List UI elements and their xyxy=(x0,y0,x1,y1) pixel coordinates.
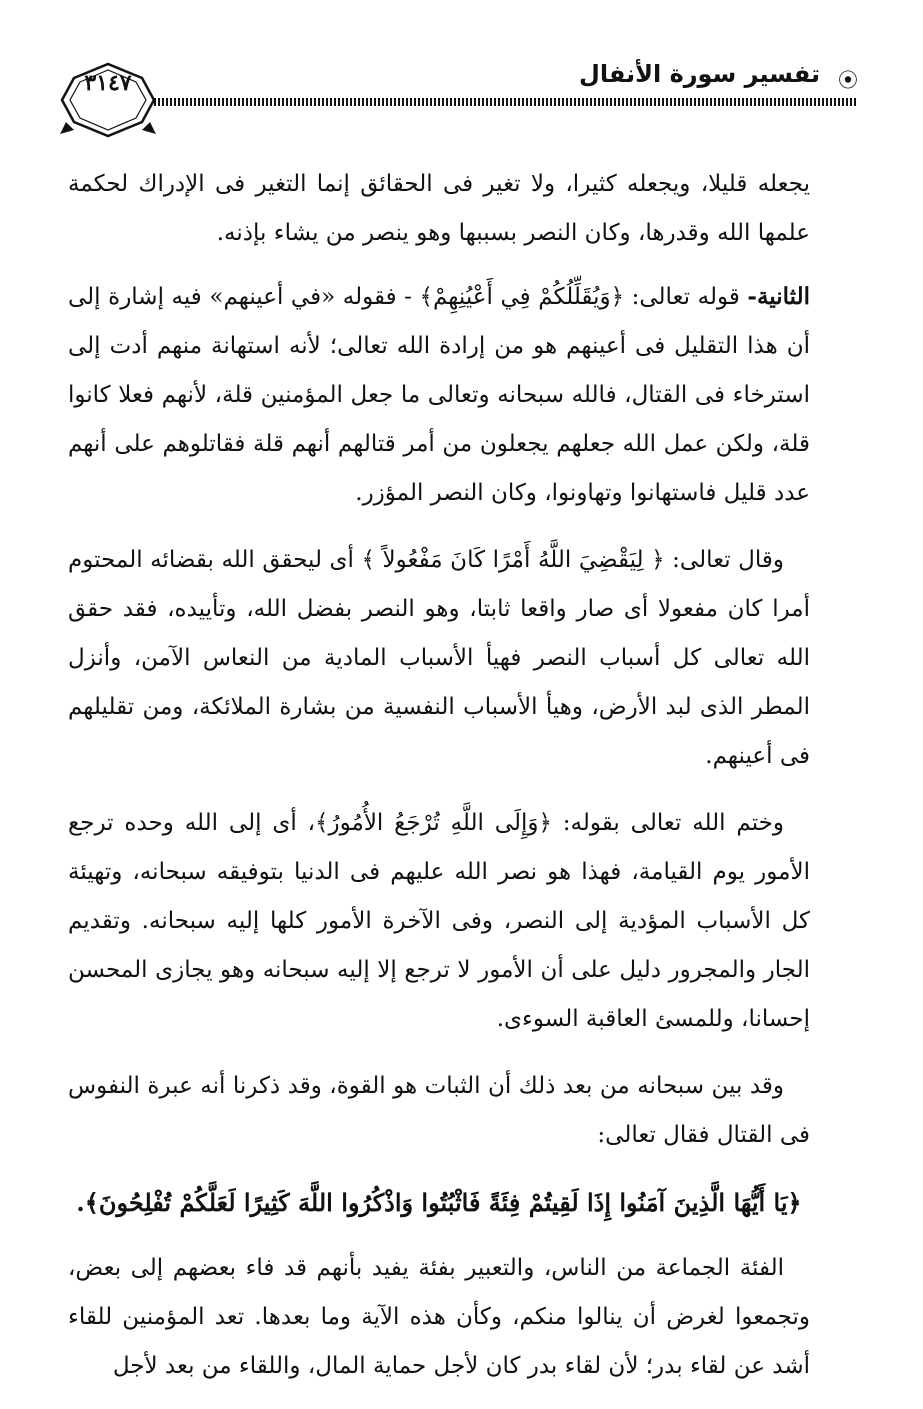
paragraph-2 xyxy=(68,272,810,518)
paragraph-4 xyxy=(68,799,810,1044)
title-ornament-icon: ⦿ xyxy=(838,68,858,92)
closing-paragraph xyxy=(68,1244,810,1391)
paragraph-5 xyxy=(68,1062,810,1160)
paragraph-text: يجعله قليلا، ويجعله كثيرا، ولا تغير فى الحقائق إنما التغير فى الإدراك لحكمة علمها الله وقدرها، وكان النصر بسببها وهو ينصر من يشاء بإذنه. xyxy=(68,171,810,246)
page-header xyxy=(60,40,860,140)
paragraph-text: وقال تعالى: ﴿ لِيَقْضِيَ اللَّهُ أَمْرًا كَانَ مَفْعُولاً ﴾ أى ليحقق الله بقضائه المحتوم أمرا كان مفعولا أى صار واقعا ثابتا، وهو النصر بفضل الله، وتأييده، فقد حقق الله تعالى كل أسباب النصر فهيأ الأسباب المادية من النعاس الآمن، وأنزل المطر الذى لبد الأرض، وهيأ الأسباب النفسية من بشارة الملائكة، ومن تقليلهم فى أعينهم. xyxy=(68,547,810,769)
header-rule xyxy=(150,98,858,106)
page-number: ٣١٤٧ xyxy=(84,70,132,96)
paragraph-3 xyxy=(68,536,810,781)
chapter-title: تفسير سورة الأنفال xyxy=(579,60,820,88)
paragraph-lead: الثانية- xyxy=(747,283,810,310)
paragraph-text: الفئة الجماعة من الناس، والتعبير بفئة يفيد بأنهم قد فاء بعضهم إلى بعض، وتجمعوا لغرض أن ينالوا منكم، وكأن هذه الآية وما بعدها. تعد المؤمنين للقاء أشد عن لقاء بدر؛ لأن لقاء بدر كان لأجل حماية المال، واللقاء من بعد لأجل xyxy=(68,1255,810,1379)
quranic-verse: ﴿يَا أَيُّهَا الَّذِينَ آمَنُوا إِذَا لَقِيتُمْ فِئَةً فَاثْبُتُوا وَاذْكُرُوا اللَّهَ كَثِيرًا لَعَلَّكُمْ تُفْلِحُونَ﴾. xyxy=(76,1188,802,1217)
paragraph-text: قوله تعالى: ﴿وَيُقَلِّلُكُمْ فِي أَعْيُنِهِمْ﴾ - فقوله «في أعينهم» فيه إشارة إلى أن هذا التقليل فى أعينهم هو من إرادة الله تعالى؛ لأنه استهانة منهم أدت إلى استرخاء فى القتال، فالله سبحانه وتعالى ما جعل المؤمنين قلة، لأنهم فعلا كانوا قلة، ولكن عمل الله جعلهم يجعلون من أمر قتالهم أنهم قلة فقاتلوهم على أنهم عدد قليل فاستهانوا وتهاونوا، وكان النصر المؤزر. xyxy=(68,284,810,506)
page-body xyxy=(68,160,810,1409)
paragraph-text: وختم الله تعالى بقوله: ﴿وَإِلَى اللَّهِ تُرْجَعُ الأُمُورُ﴾، أى إلى الله وحده ترجع الأمور يوم القيامة، فهذا هو نصر الله عليهم فى الدنيا بتوفيقه سبحانه، وتهيئة كل الأسباب المؤدية إلى النصر، وفى الآخرة الأمور كلها إليه سبحانه. وتقديم الجار والمجرور دليل على أن الأمور لا ترجع إلا إليه سبحانه وهو يجازى المحسن إحسانا، وللمسئ العاقبة السوءى. xyxy=(68,810,810,1032)
paragraph-1 xyxy=(68,160,810,258)
paragraph-text: وقد بين سبحانه من بعد ذلك أن الثبات هو القوة، وقد ذكرنا أنه عبرة النفوس فى القتال فقال تعالى: xyxy=(68,1073,810,1148)
